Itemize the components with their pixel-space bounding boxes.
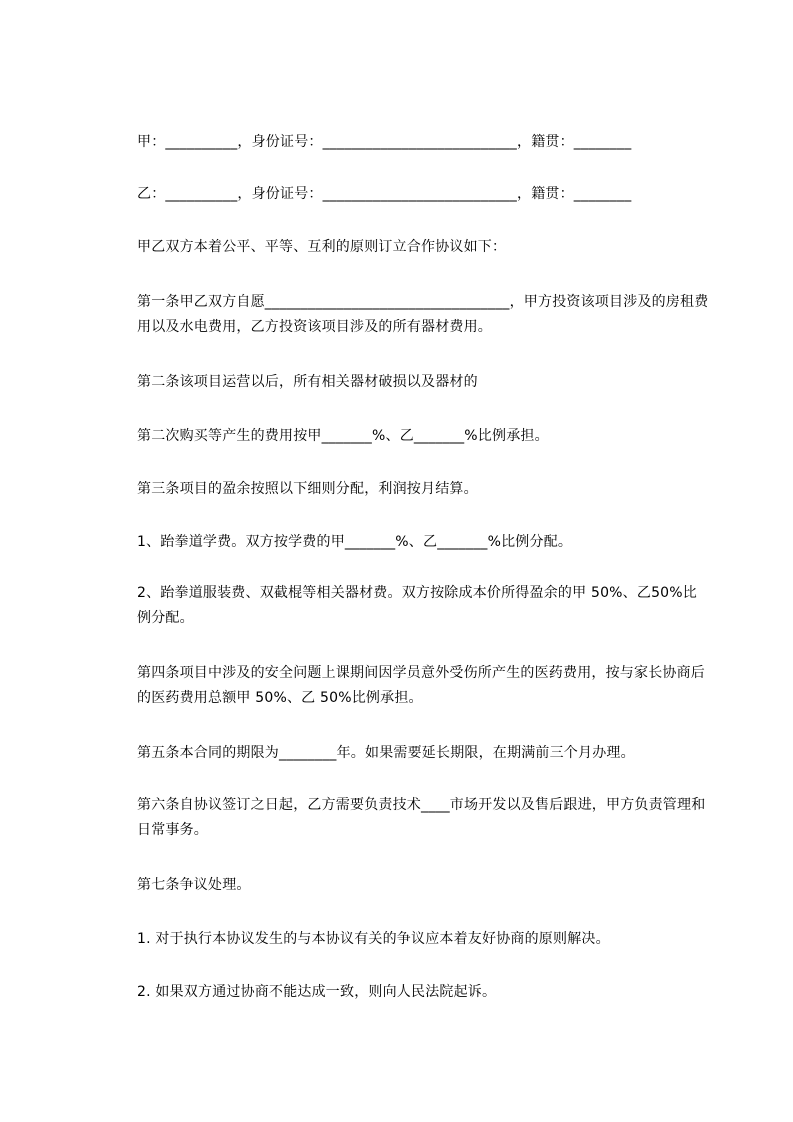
article-4: 第四条项目中涉及的安全问题上课期间因学员意外受伤所产生的医药费用，按与家长协商后的医药费用总额甲 50%、乙 50%比例承担。 <box>137 665 705 706</box>
article-2-line-1: 第二条该项目运营以后，所有相关器材破损以及器材的 <box>137 374 478 390</box>
article-7-clause-1: 1. 对于执行本协议发生的与本协议有关的争议应本着友好协商的原则解决。 <box>137 931 610 947</box>
article-7: 第七条争议处理。 <box>137 877 251 893</box>
article-7-clause-2: 2. 如果双方通过协商不能达成一致，则向人民法院起诉。 <box>137 984 497 1000</box>
article-6: 第六条自协议签订之日起，乙方需要负责技术____市场开发以及售后跟进，甲方负责管理和日常事务。 <box>137 797 706 838</box>
party-b-line: 乙：__________，身份证号：___________________________，籍贯：________ <box>137 186 632 202</box>
article-3: 第三条项目的盈余按照以下细则分配，利润按月结算。 <box>137 481 478 497</box>
article-5: 第五条本合同的期限为________年。如果需要延长期限，在期满前三个月办理。 <box>137 745 635 761</box>
article-1: 第一条甲乙双方自愿__________________________________，甲方投资该项目涉及的房租费用以及水电费用，乙方投资该项目涉及的所有器材费用。 <box>137 294 709 335</box>
article-3-item-2: 2、跆拳道服装费、双截棍等相关器材费。双方按除成本价所得盈余的甲 50%、乙50%比例分配。 <box>137 585 697 626</box>
party-a-line: 甲：__________，身份证号：___________________________，籍贯：________ <box>137 134 632 150</box>
article-2-line-2: 第二次购买等产生的费用按甲_______%、乙_______%比例承担。 <box>137 428 549 444</box>
article-3-item-1: 1、跆拳道学费。双方按学费的甲_______%、乙_______%比例分配。 <box>137 534 573 550</box>
intro-line: 甲乙双方本着公平、平等、互利的原则订立合作协议如下： <box>137 239 507 255</box>
